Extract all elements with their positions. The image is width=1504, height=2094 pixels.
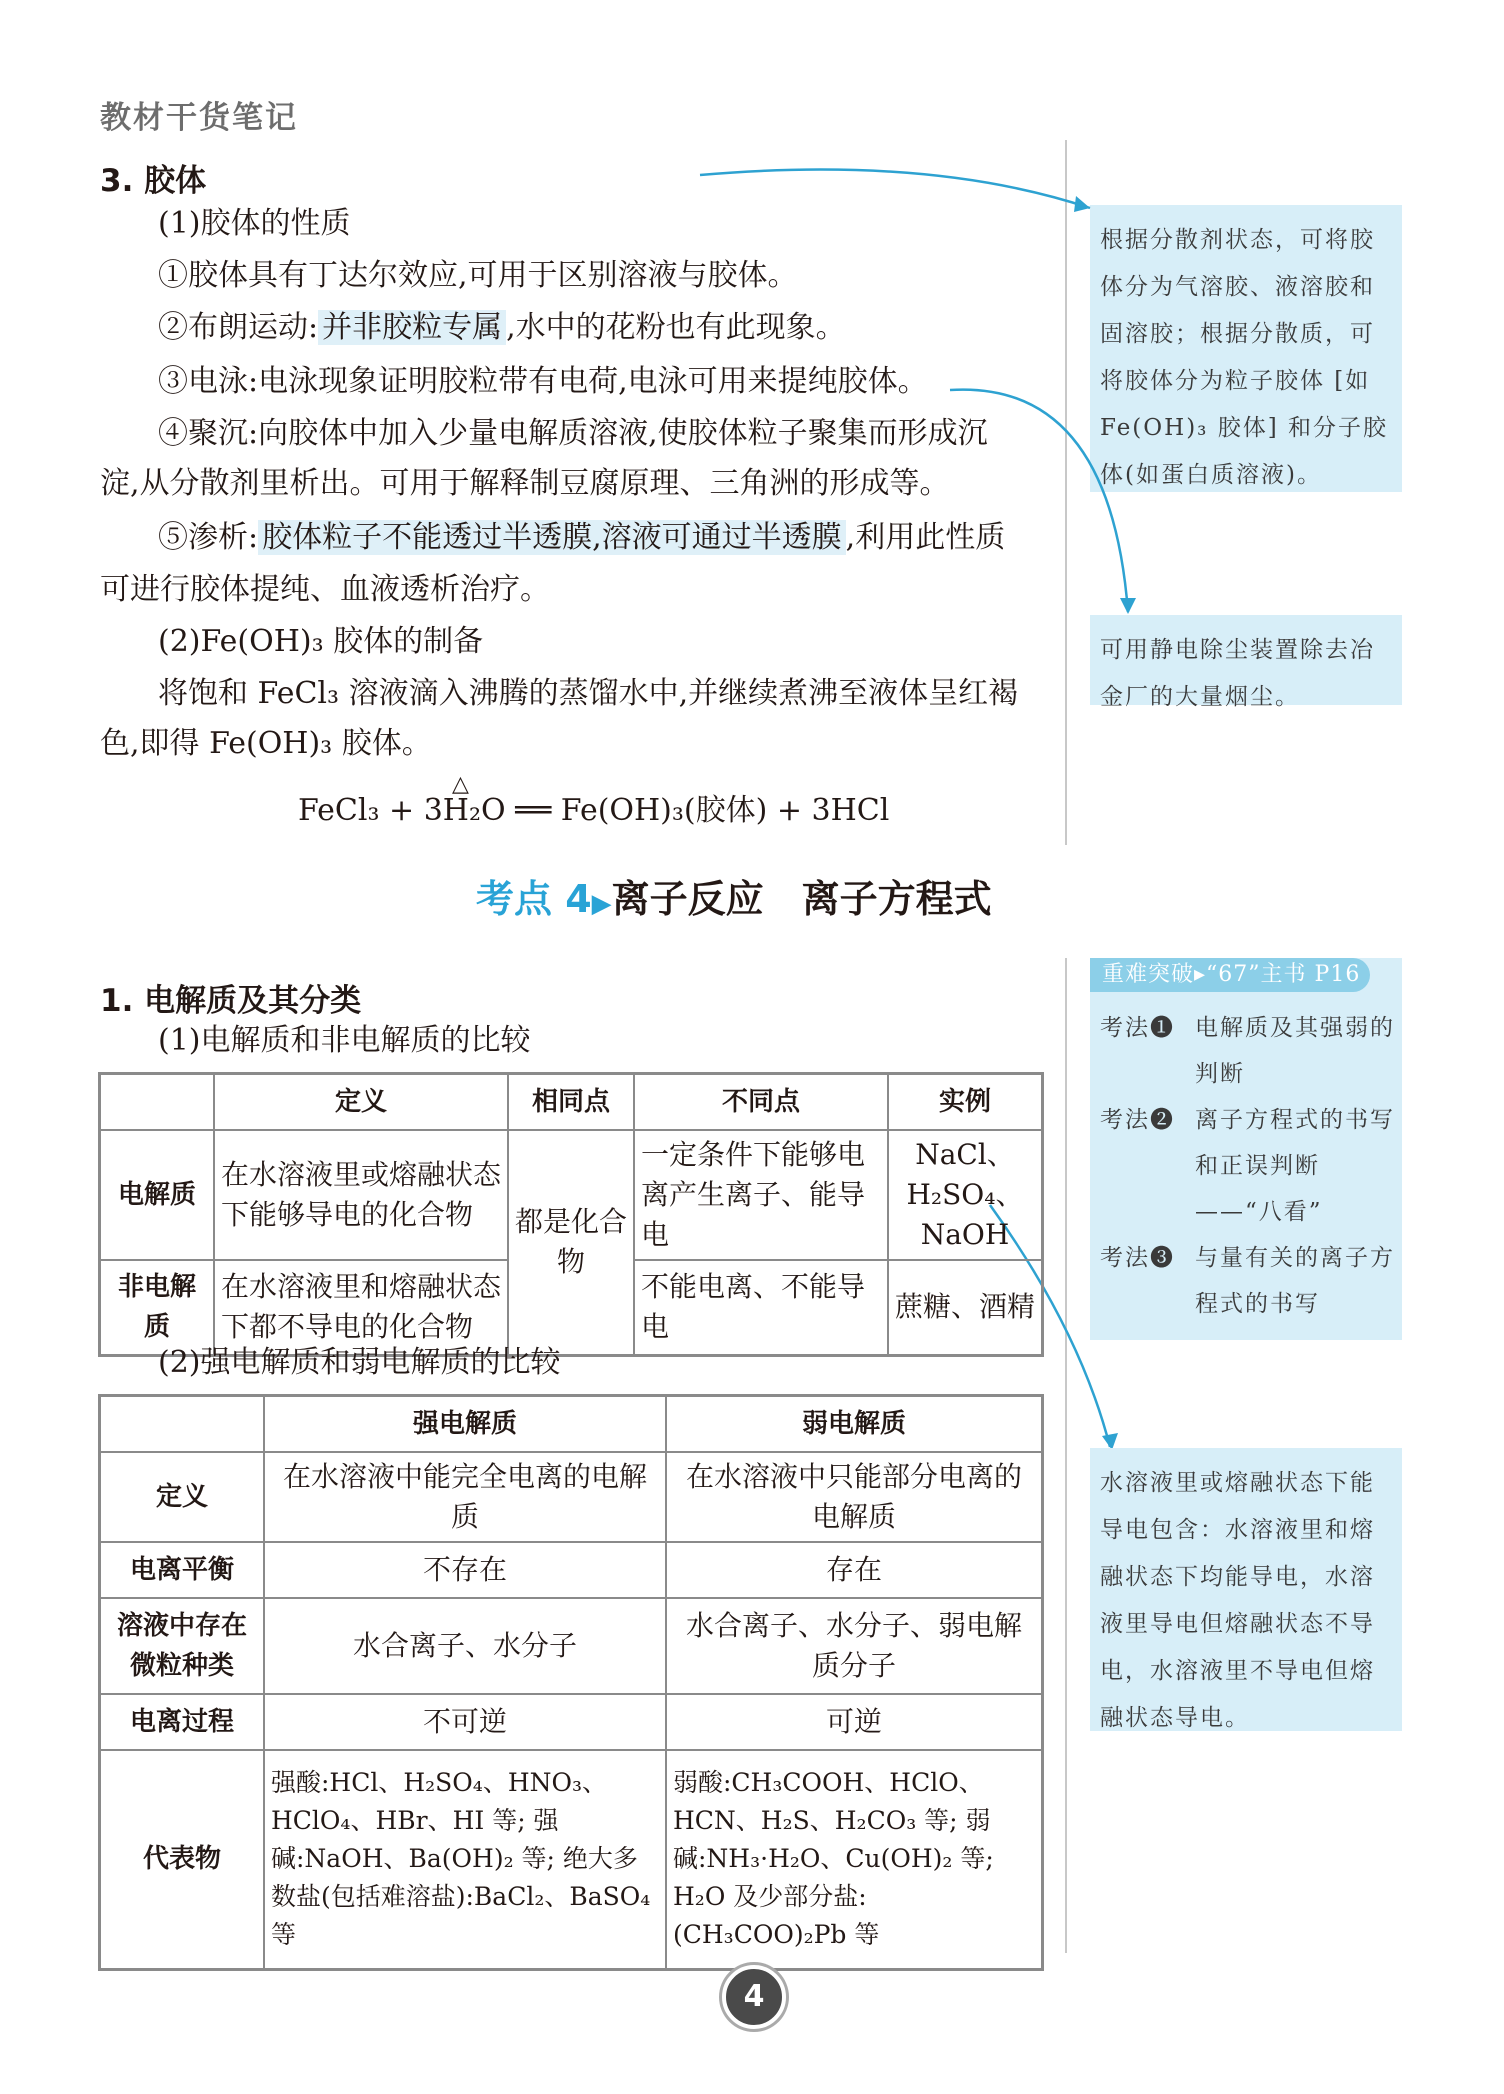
table2-cell-weak: 存在 xyxy=(666,1542,1043,1598)
table-row xyxy=(100,1130,1043,1260)
item2-prefix: ②布朗运动: xyxy=(158,310,319,345)
table-row xyxy=(100,1452,1043,1542)
electrolyte-comparison-table xyxy=(98,1072,1044,1357)
table2-row-head: 电离过程 xyxy=(100,1694,265,1750)
kaodian-title xyxy=(476,868,992,923)
side-note-colloid-classification: 根据分散剂状态，可将胶体分为气溶胶、液溶胶和固溶胶；根据分散质，可将胶体分为粒子胶体 [如 Fe(OH)₃ 胶体] 和分子胶体(如蛋白质溶液)。 xyxy=(1090,205,1402,492)
highlight-brownian: 并非胶粒专属 xyxy=(318,310,506,345)
table2-cell-strong: 不存在 xyxy=(264,1542,666,1598)
method-label-2: 考法❷ xyxy=(1100,1107,1175,1133)
property-item-3: ③电泳:电泳现象证明胶粒带有电荷,电泳可用来提纯胶体。 xyxy=(158,364,928,399)
arrowhead-note1 xyxy=(1074,196,1090,212)
table2-header-weak: 弱电解质 xyxy=(666,1396,1043,1452)
subheading-compare2: (2)强电解质和弱电解质的比较 xyxy=(158,1345,561,1380)
section-title-electrolyte: 1. 电解质及其分类 xyxy=(100,983,362,1019)
subheading-preparation: (2)Fe(OH)₃ 胶体的制备 xyxy=(158,624,484,659)
reaction-condition-heat: △ xyxy=(452,772,469,797)
method-text-2: 离子方程式的书写和正误判断——“八看” xyxy=(1195,1107,1395,1225)
table1-cell-diff1: 一定条件下能够电离产生离子、能导电 xyxy=(634,1130,888,1260)
table2-row-head: 电离平衡 xyxy=(100,1542,265,1598)
table1-header-common: 相同点 xyxy=(508,1074,634,1130)
table1-header-definition: 定义 xyxy=(214,1074,508,1130)
property-item-4-line2: 淀,从分散剂里析出。可用于解释制豆腐原理、三角洲的形成等。 xyxy=(100,466,950,501)
page-number: 4 xyxy=(722,1965,786,2029)
method-label-3: 考法❸ xyxy=(1100,1245,1175,1271)
table1-cell-common: 都是化合物 xyxy=(508,1130,634,1356)
kaodian-heading: 离子反应 离子方程式 xyxy=(611,877,992,921)
subheading-compare1: (1)电解质和非电解质的比较 xyxy=(158,1023,531,1058)
table1-cell-def1: 在水溶液里或熔融状态下能够导电的化合物 xyxy=(214,1130,508,1260)
table2-cell-strong: 水合离子、水分子 xyxy=(264,1598,666,1694)
methods-tag[interactable]: 重难突破▸“67”主书 P16 xyxy=(1090,958,1370,992)
preparation-line2: 色,即得 Fe(OH)₃ 胶体。 xyxy=(100,726,432,761)
method-text-1: 电解质及其强弱的判断 xyxy=(1195,1015,1395,1087)
table2-cell-weak: 弱酸:CH₃COOH、HClO、HCN、H₂S、H₂CO₃ 等; 弱碱:NH₃·H₂O、Cu(OH)₂ 等; H₂O 及少部分盐:(CH₃COO)₂Pb 等 xyxy=(666,1750,1043,1970)
item2-suffix: ,水中的花粉也有此现象。 xyxy=(506,310,846,345)
item5-prefix: ⑤渗析: xyxy=(158,520,259,555)
method-item-2 xyxy=(1100,1097,1395,1235)
book-header: 教材干货笔记 xyxy=(100,100,298,136)
table2-header-strong: 强电解质 xyxy=(264,1396,666,1452)
table2-row-head: 代表物 xyxy=(100,1750,265,1970)
table1-header-difference: 不同点 xyxy=(634,1074,888,1130)
arrow-to-note2 xyxy=(950,390,1128,612)
highlight-dialysis: 胶体粒子不能透过半透膜,溶液可通过半透膜 xyxy=(258,520,846,555)
side-note-electrostatic-dust: 可用静电除尘装置除去冶金厂的大量烟尘。 xyxy=(1090,615,1402,705)
property-item-5-line2: 可进行胶体提纯、血液透析治疗。 xyxy=(100,572,550,607)
table-row xyxy=(100,1694,1043,1750)
table1-cell-example1: NaCl、H₂SO₄、NaOH xyxy=(888,1130,1043,1260)
property-item-1: ①胶体具有丁达尔效应,可用于区别溶液与胶体。 xyxy=(158,258,798,293)
side-note-conductivity: 水溶液里或熔融状态下能导电包含：水溶液里和熔融状态下均能导电，水溶液里导电但熔融状态不导电，水溶液里不导电但熔融状态导电。 xyxy=(1090,1448,1402,1731)
table2-cell-strong: 强酸:HCl、H₂SO₄、HNO₃、HClO₄、HBr、HI 等; 强碱:NaOH、Ba(OH)₂ 等; 绝大多数盐(包括难溶盐):BaCl₂、BaSO₄ 等 xyxy=(264,1750,666,1970)
table1-cell-def2: 在水溶液里和熔融状态下都不导电的化合物 xyxy=(214,1260,508,1356)
table2-row-head: 溶液中存在微粒种类 xyxy=(100,1598,265,1694)
table1-cell-diff2: 不能电离、不能导电 xyxy=(634,1260,888,1356)
arrowhead-note2 xyxy=(1120,598,1136,614)
method-label-1: 考法❶ xyxy=(1100,1015,1175,1041)
table1-row-head-electrolyte: 电解质 xyxy=(100,1130,215,1260)
method-item-3 xyxy=(1100,1235,1395,1327)
arrow-to-note1 xyxy=(700,170,1090,208)
table2-cell-weak: 在水溶液中只能部分电离的电解质 xyxy=(666,1452,1043,1542)
table2-corner xyxy=(100,1396,265,1452)
table2-cell-strong: 不可逆 xyxy=(264,1694,666,1750)
subheading-properties: (1)胶体的性质 xyxy=(158,206,351,241)
table1-cell-example2: 蔗糖、酒精 xyxy=(888,1260,1043,1356)
strong-weak-electrolyte-table xyxy=(98,1394,1044,1971)
method-text-3: 与量有关的离子方程式的书写 xyxy=(1195,1245,1395,1317)
section-title-colloid: 3. 胶体 xyxy=(100,163,207,199)
methods-list xyxy=(1100,1005,1395,1327)
method-item-1 xyxy=(1100,1005,1395,1097)
table2-cell-strong: 在水溶液中能完全电离的电解质 xyxy=(264,1452,666,1542)
table1-corner xyxy=(100,1074,215,1130)
table2-cell-weak: 水合离子、水分子、弱电解质分子 xyxy=(666,1598,1043,1694)
kaodian-label: 考点 4 xyxy=(476,877,592,921)
table-row xyxy=(100,1750,1043,1970)
preparation-line1: 将饱和 FeCl₃ 溶液滴入沸腾的蒸馏水中,并继续煮沸至液体呈红褐 xyxy=(158,676,1019,711)
kaodian-triangle-icon: ▶ xyxy=(591,889,612,919)
table1-header-example: 实例 xyxy=(888,1074,1043,1130)
table2-cell-weak: 可逆 xyxy=(666,1694,1043,1750)
reaction-equation: FeCl₃ + 3H₂O ══ Fe(OH)₃(胶体) + 3HCl xyxy=(298,793,890,828)
table-row xyxy=(100,1598,1043,1694)
table2-row-head: 定义 xyxy=(100,1452,265,1542)
property-item-4-line1: ④聚沉:向胶体中加入少量电解质溶液,使胶体粒子聚集而形成沉 xyxy=(158,416,988,451)
table1-row-head-nonelectrolyte: 非电解质 xyxy=(100,1260,215,1356)
item5-suffix: ,利用此性质 xyxy=(845,520,1006,555)
table-row xyxy=(100,1542,1043,1598)
